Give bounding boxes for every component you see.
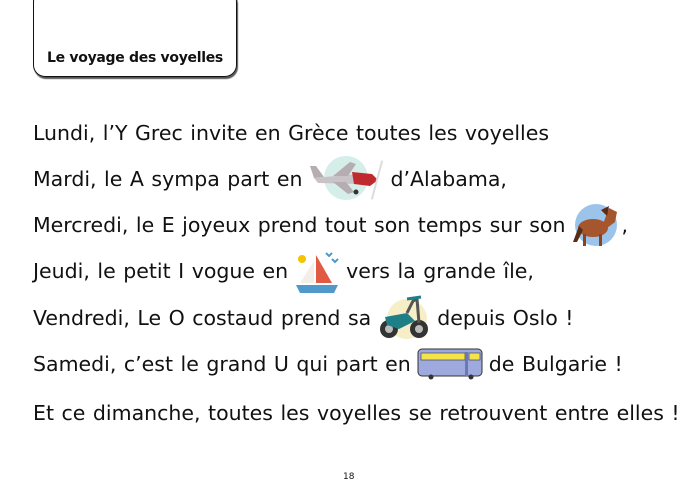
line-text: de Bulgarie ! [488,352,623,376]
text-line [33,251,534,291]
line-text: vers la grande île, [346,259,534,283]
line-text: Vendredi, Le O costaud prend sa [33,306,372,330]
text-line [33,159,507,199]
horse-icon [571,202,621,248]
line-text: , [621,213,628,237]
text-line [33,113,549,153]
line-text: Mardi, le A sympa part en [33,167,303,191]
text-line [33,205,628,245]
bus-icon [417,348,483,380]
page-number: 18 [343,472,355,482]
airplane-icon [308,156,384,202]
title-box [33,0,237,77]
line-text: Et ce dimanche, toutes les voyelles se retrouvent entre elles ! [33,401,680,425]
text-line [33,393,680,433]
motorcycle-icon [377,295,431,341]
line-text: Samedi, c’est le grand U qui part en [33,352,411,376]
line-text: depuis Oslo ! [437,306,574,330]
sailboat-icon [294,249,340,293]
line-text: d’Alabama, [390,167,507,191]
line-text: Jeudi, le petit I vogue en [33,259,289,283]
line-text: Lundi, l’Y Grec invite en Grèce toutes les voyelles [33,121,550,145]
line-text: Mercredi, le E joyeux prend tout son temps sur son [33,213,566,237]
text-line [33,298,574,338]
text-line [33,344,623,384]
page-title: Le voyage des voyelles [47,50,223,66]
